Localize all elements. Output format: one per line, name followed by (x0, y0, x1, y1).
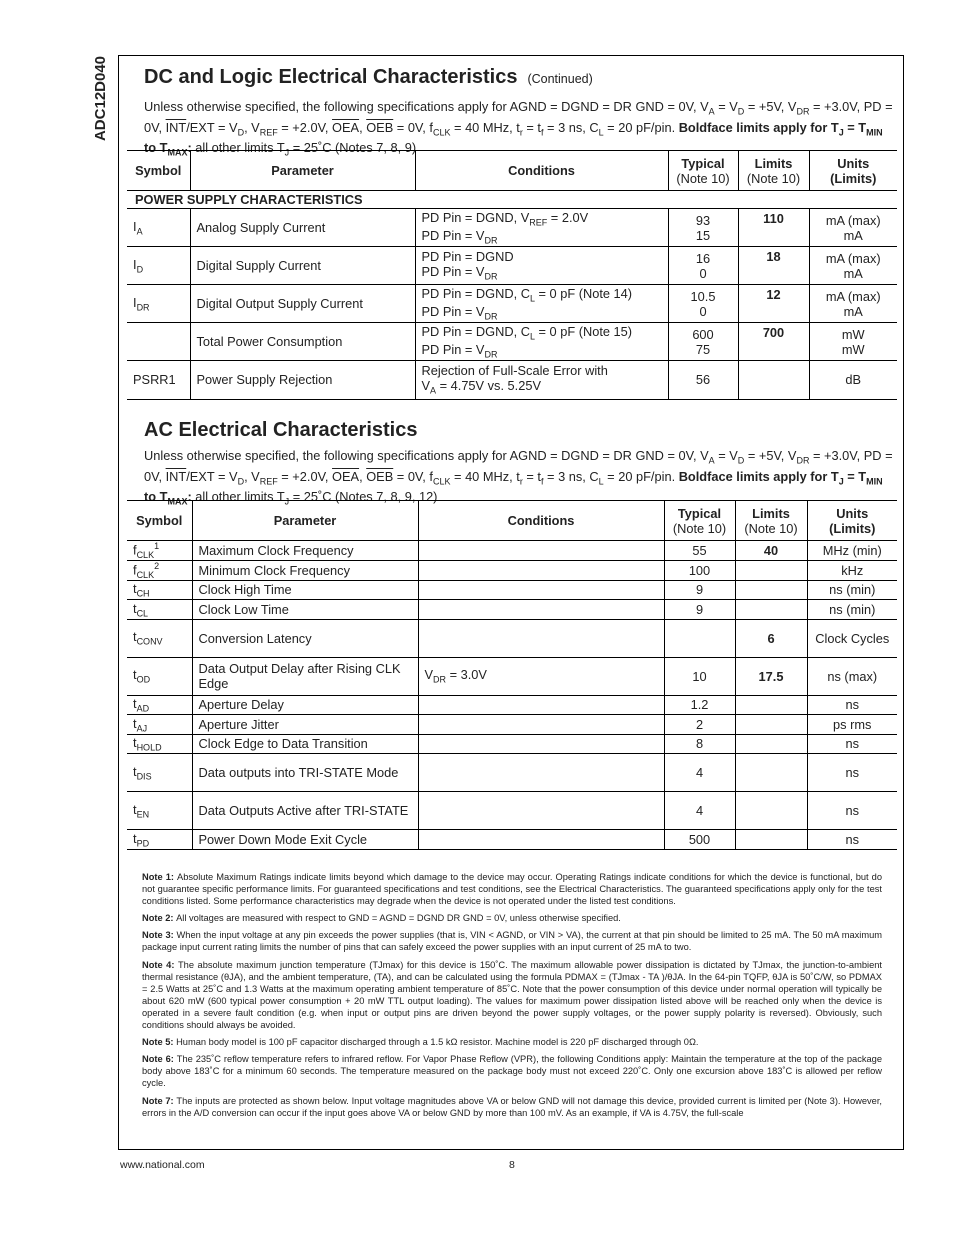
typical-cell: 8 (664, 734, 735, 754)
header-units: Units (Limits) (807, 501, 897, 541)
conditions-cell (418, 754, 664, 792)
limit-cell: 12 (738, 285, 809, 323)
psrr-typ: 56 (668, 361, 738, 399)
notes (142, 871, 882, 1124)
parameter-cell: Data outputs into TRI-STATE Mode (192, 754, 418, 792)
table-row (127, 600, 897, 620)
conditions-cell (418, 830, 664, 850)
header-limits: Limits (Note 10) (738, 151, 809, 191)
typical-cell: 4 (664, 792, 735, 830)
conditions-cell (418, 619, 664, 657)
symbol-cell: $t_{CONV}$ (127, 619, 192, 657)
symbol-cell: $I_A$ (127, 209, 190, 247)
footer-page: 8 (509, 1159, 515, 1171)
side-title: ADC12D040 (92, 55, 110, 142)
conditions-cell (418, 600, 664, 620)
table-row (127, 695, 897, 715)
symbol-cell: $I_{DR}$ (127, 285, 190, 323)
limit-cell (735, 600, 807, 620)
conditions-cell (418, 734, 664, 754)
table-row (127, 792, 897, 830)
footer-url: www.national.com (120, 1159, 205, 1171)
typical-cell: 500 (664, 830, 735, 850)
typical-cell: 600 75 (668, 323, 738, 361)
units-cell: ns (807, 792, 897, 830)
parameter-cell: Conversion Latency (192, 619, 418, 657)
table-row (127, 754, 897, 792)
limit-cell: 40 (735, 541, 807, 561)
table-row (127, 285, 897, 323)
parameter-cell: Digital Supply Current (190, 247, 415, 285)
units-cell: mA (max) mA (809, 209, 897, 247)
note: Note 3: When the input voltage at any pin exceeds the power supplies (that is, VIN < AGND, or VIN > VA), the current at that pin should be limited to 25 mA. The 50 mA maximum package input current rating limits the number of pins that can safely exceed the power supplies with an input current of 25 mA to two. (142, 930, 882, 953)
ac-table-wrap (127, 500, 897, 850)
units-cell: Clock Cycles (807, 619, 897, 657)
table-row (127, 247, 897, 285)
limit-cell (735, 580, 807, 600)
symbol-cell: $t_{DIS}$ (127, 754, 192, 792)
conditions-cell (418, 715, 664, 735)
psrr-param: Power Supply Rejection (190, 361, 415, 399)
note: Note 1: Absolute Maximum Ratings indicate limits beyond which damage to the device may occur. Operating Ratings indicate conditions for which the device is functional, but do not guarantee specific performance limits. For guaranteed specifications and test conditions, see the Electrical Characteristics. The guaranteed specifications apply only for the test conditions listed. Some performance characteristics may degrade when the device is not operated under the listed test conditions. (142, 872, 882, 907)
table-row (127, 619, 897, 657)
units-cell: ps rms (807, 715, 897, 735)
conditions-cell (418, 792, 664, 830)
header-symbol: Symbol (135, 163, 182, 178)
header-limits: Limits (Note 10) (735, 501, 807, 541)
units-cell: ns (807, 695, 897, 715)
symbol-cell: $t_{PD}$ (127, 830, 192, 850)
limit-cell: 700 (738, 323, 809, 361)
typical-cell (664, 619, 735, 657)
psrr-lim (738, 361, 809, 399)
limit-cell: 18 (738, 247, 809, 285)
psrr-unit: dB (809, 361, 897, 399)
symbol-cell: $I_D$ (127, 247, 190, 285)
limit-cell (735, 792, 807, 830)
header-conditions: Conditions (415, 151, 668, 191)
limit-cell: 110 (738, 209, 809, 247)
units-cell: kHz (807, 560, 897, 580)
parameter-cell: Aperture Jitter (192, 715, 418, 735)
table-row (127, 715, 897, 735)
conditions-cell (418, 580, 664, 600)
typical-cell: 4 (664, 754, 735, 792)
units-cell: mA (max) mA (809, 285, 897, 323)
header-symbol: Symbol (136, 513, 183, 528)
header-parameter: Parameter (190, 151, 415, 191)
parameter-cell: Power Down Mode Exit Cycle (192, 830, 418, 850)
note: Note 4: The absolute maximum junction temperature (TJmax) for this device is 150˚C. The maximum allowable power dissipation is dictated by TJmax, the junction-to-ambient thermal resistance (θJA), and the ambient temperature, (TA), and can be calculated using the formula PDMAX = (TJmax - TA )/θJA. In the 64-pin TQFP, θJA is 50˚C/W, so PDMAX = 2.5 Watts at 25˚C and 1.3 Watts at the maximum operating ambient temperature of 85˚C. Note that the power consumption of this device under normal operation will typically be about 620 mW (600 typical power consumption + 20 mW TTL output loading). The values for maximum power dissipation listed above will be reached only when the device is operated in a severe fault condition (e.g. when input or output pins are driven beyond the power supply voltages, or the power supply polarity is reversed). Obviously, such conditions should always be avoided. (142, 959, 883, 1031)
conditions-cell (418, 541, 664, 561)
header-conditions: Conditions (418, 501, 664, 541)
note: Note 6: The 235˚C reflow temperature refers to infrared reflow. For Vapor Phase Reflow (VPR), the following Conditions apply: Maintain the temperature at the top of the package body above 183˚C for a minimum 60 seconds. The temperature measured on the package body must not exceed 220˚C. Only one excursion above 183˚C is allowed per reflow cycle. (142, 1054, 883, 1089)
dc-title: DC and Logic Electrical Characteristics (Continued) (144, 66, 593, 88)
parameter-cell: Data Outputs Active after TRI-STATE (192, 792, 418, 830)
units-cell: ns (min) (807, 600, 897, 620)
symbol-cell (127, 323, 190, 361)
units-cell: MHz (min) (807, 541, 897, 561)
limit-cell (735, 560, 807, 580)
continued-label: (Continued) (527, 72, 593, 86)
table-row (127, 209, 897, 247)
table-row (127, 323, 897, 361)
limit-cell: 17.5 (735, 657, 807, 695)
parameter-cell: Maximum Clock Frequency (192, 541, 418, 561)
units-cell: mA (max) mA (809, 247, 897, 285)
typical-cell: 100 (664, 560, 735, 580)
typical-cell: 55 (664, 541, 735, 561)
table-row (127, 734, 897, 754)
ac-intro: Unless otherwise specified, the following specifications apply for AGND = DGND = DR GND = 0V, $V_A = V_D = +5V$, $V_{DR} = +3.0V$, PD = 0V, $\overline{INT}$/EXT = $V_D$, $V_{REF} = +2.0V$, $\overline{OEA}$, $\overline{OEB} = 0V$, $f_{CLK} = 40$ MHz, $t_r = t_f = 3$ ns, $C_L = 20$ pF/pin. Boldface limits apply for $T_J = T_{MIN}$ to $T_{MAX}$: all other limits $T_J$ = 25˚C (Notes 7, 8, 9, 12) (144, 448, 893, 507)
table-row (127, 560, 897, 580)
units-cell: ns (min) (807, 580, 897, 600)
typical-cell: 2 (664, 715, 735, 735)
ac-header-row (127, 501, 897, 541)
limit-cell (735, 695, 807, 715)
table-row (127, 830, 897, 850)
units-cell: ns (807, 830, 897, 850)
symbol-cell: $t_{EN}$ (127, 792, 192, 830)
dc-intro: Unless otherwise specified, the following specifications apply for AGND = DGND = DR GND = 0V, $V_A = V_D = +5V$, $V_{DR} = +3.0V$, PD = 0V, $\overline{INT}$/EXT = $V_D$, $V_{REF} = +2.0V$, $\overline{OEA}$, $\overline{OEB} = 0V$, $f_{CLK} = 40$ MHz, $t_r = t_f = 3$ ns, $C_L = 20$ pF/pin. Boldface limits apply for $T_J = T_{MIN}$ to $T_{MAX}$: all other limits $T_J$ = 25˚C (Notes 7, 8, 9) (144, 99, 893, 158)
typical-cell: 10 (664, 657, 735, 695)
parameter-cell: Analog Supply Current (190, 209, 415, 247)
symbol-cell: $t_{CH}$ (127, 580, 192, 600)
parameter-cell: Aperture Delay (192, 695, 418, 715)
symbol-cell: $f_{CLK}^2$ (127, 560, 192, 580)
parameter-cell: Clock High Time (192, 580, 418, 600)
psrr-symbol: PSRR1 (127, 361, 190, 399)
note: Note 2: All voltages are measured with respect to GND = AGND = DGND DR GND = 0V, unless otherwise specified. (142, 913, 621, 924)
units-cell: ns (max) (807, 657, 897, 695)
parameter-cell: Clock Low Time (192, 600, 418, 620)
header-units: Units (Limits) (809, 151, 897, 191)
dc-table-wrap (127, 150, 897, 400)
limit-cell (735, 830, 807, 850)
conditions-cell: PD Pin = DGND PD Pin = $V_{DR}$ (415, 247, 668, 285)
psrr-row (127, 361, 897, 399)
units-cell: ns (807, 754, 897, 792)
typical-cell: 1.2 (664, 695, 735, 715)
parameter-cell: Data Output Delay after Rising CLK Edge (192, 657, 418, 695)
typical-cell: 9 (664, 580, 735, 600)
units-cell: mW mW (809, 323, 897, 361)
conditions-cell: $V_{DR} = 3.0V$ (418, 657, 664, 695)
header-parameter: Parameter (192, 501, 418, 541)
table-row (127, 580, 897, 600)
symbol-cell: $f_{CLK}^1$ (127, 541, 192, 561)
limit-cell (735, 734, 807, 754)
header-typical: Typical (Note 10) (668, 151, 738, 191)
typical-cell: 93 15 (668, 209, 738, 247)
conditions-cell: PD Pin = DGND, $C_L = 0$ pF (Note 15) PD Pin = $V_{DR}$ (415, 323, 668, 361)
dc-section-row: POWER SUPPLY CHARACTERISTICS (135, 192, 363, 207)
dc-header-row (127, 151, 897, 191)
limit-cell (735, 715, 807, 735)
parameter-cell: Total Power Consumption (190, 323, 415, 361)
symbol-cell: $t_{CL}$ (127, 600, 192, 620)
dc-table (127, 150, 897, 400)
table-row (127, 541, 897, 561)
symbol-cell: $t_{AJ}$ (127, 715, 192, 735)
ac-section (127, 419, 897, 442)
parameter-cell: Minimum Clock Frequency (192, 560, 418, 580)
conditions-cell: PD Pin = DGND, $V_{REF} = 2.0V$ PD Pin = $V_{DR}$ (415, 209, 668, 247)
conditions-cell: PD Pin = DGND, $C_L = 0$ pF (Note 14) PD Pin = $V_{DR}$ (415, 285, 668, 323)
symbol-cell: $t_{OD}$ (127, 657, 192, 695)
conditions-cell (418, 560, 664, 580)
parameter-cell: Clock Edge to Data Transition (192, 734, 418, 754)
limit-cell (735, 754, 807, 792)
typical-cell: 16 0 (668, 247, 738, 285)
parameter-cell: Digital Output Supply Current (190, 285, 415, 323)
symbol-cell: $t_{AD}$ (127, 695, 192, 715)
limit-cell: 6 (735, 619, 807, 657)
ac-table (127, 500, 897, 850)
psrr-cond: Rejection of Full-Scale Error with $V_A = 4.75V$ vs. 5.25V (415, 361, 668, 399)
header-typical: Typical (Note 10) (664, 501, 735, 541)
table-row (127, 657, 897, 695)
typical-cell: 10.5 0 (668, 285, 738, 323)
dc-section (127, 66, 897, 89)
units-cell: ns (807, 734, 897, 754)
symbol-cell: $t_{HOLD}$ (127, 734, 192, 754)
ac-title: AC Electrical Characteristics (144, 419, 418, 441)
note: Note 7: The inputs are protected as shown below. Input voltage magnitudes above VA or below GND will not damage this device, provided current is limited per (Note 3). However, errors in the A/D conversion can occur if the input goes above VA or below GND by more than 100 mV. As an example, if VA is 4.75V, the full-scale (142, 1095, 882, 1118)
note: Note 5: Human body model is 100 pF capacitor discharged through a 1.5 kΩ resistor. Machine model is 220 pF discharged through 0Ω. (142, 1037, 699, 1048)
typical-cell: 9 (664, 600, 735, 620)
conditions-cell (418, 695, 664, 715)
